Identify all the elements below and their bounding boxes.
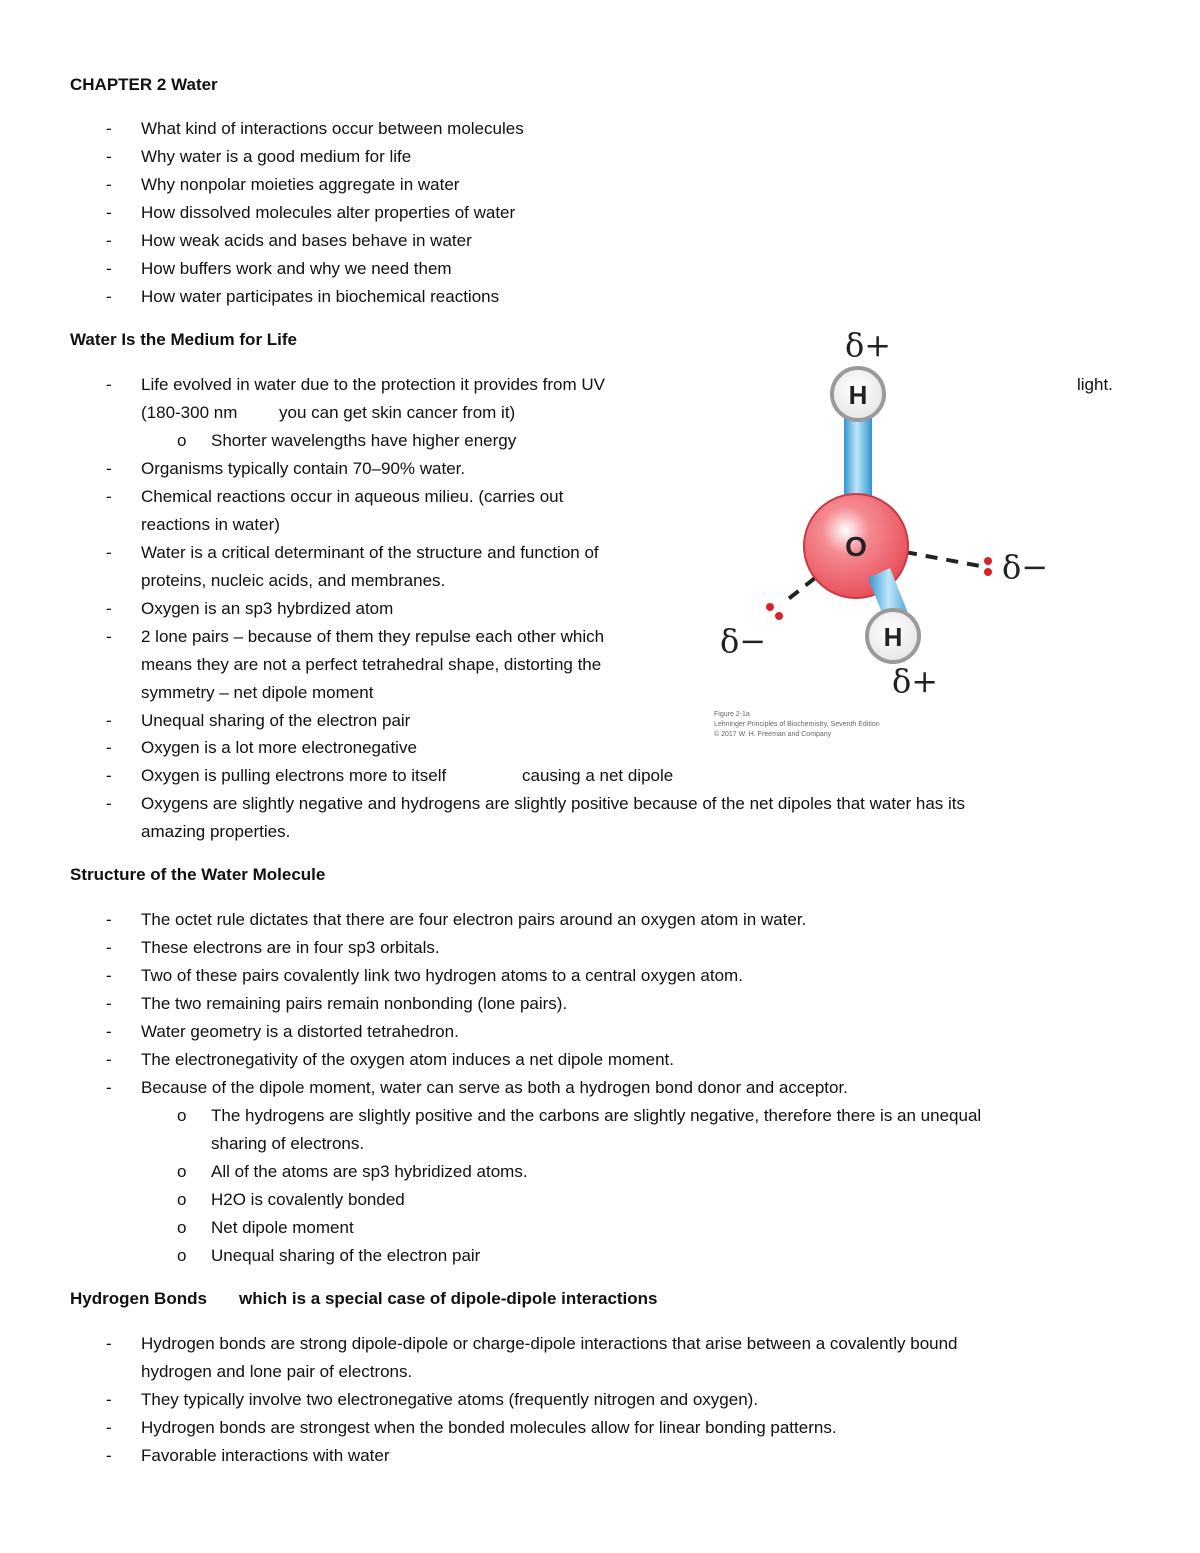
section-heading-medium-for-life: Water Is the Medium for Life [70, 330, 298, 349]
lone-pair-dot [984, 557, 992, 565]
delta-minus-left: δ− [720, 622, 767, 660]
document-page: CHAPTER 2 Water - What kind of interactions occur between molecules - Why water is a good medium for life - Why nonpolar moieties aggregate in water - How dissolved molecules alter properties of water - How weak acids and bases behave in water - How buffers work and why we need them - How water participates in biochemical reactions Water Is the Medium for Life - Life evolved in water due to the protection it provides from UV light. (180-300 nm you can get skin cancer from it) o Shorter wavelengths have higher energy - Organisms typically contain 70–90% water. - Chemical reactions occur in aqueous milieu. (carries out reactions in water) - Water is a critical determinant of the structure and function of proteins, nucleic acids, and membranes. - Oxygen is an sp3 hybrdized atom - 2 lone pairs – because of them they repulse each other which means they are not a perfect tetrahedral shape, distorting the symmetry – net dipole moment - Unequal sharing of the electron pair - Oxygen is a lot more electronegative - Oxygen is pulling electrons more to itself causing a net dipole - Oxygens are slightly negative and hydrogens are slightly positive because of the net dipoles that water has its amazing properties. O H H δ+ δ− δ− δ+ Figure 2-1a Lehninger Principles of Biochemistry, Seventh Edition © 2017 W. H. Freeman and Company Structure of the Water Molecule - The octet rule dictates that there are four electron pairs around an oxygen atom in water. - These electrons are in four sp3 orbitals. - Two of these pairs covalently link two hydrogen atoms to a central oxygen atom. - The two remaining pairs remain nonbonding (lone pairs). - Water geometry is a distorted tetrahedron. - The electronegativity of the oxygen atom induces a net dipole moment. - Because of the dipole moment, water can serve as both a hydrogen bond donor and acceptor. o The hydrogens are slightly positive and the carbons are slightly negative, therefore there is an unequal sharing of electrons. o All of the atoms are sp3 hybridized atoms. o H2O is covalently bonded o Net dipole moment o Unequal sharing of the electron pair Hydrogen Bonds which is a special case of dipole-dipole interactions - Hydrogen bonds are strong dipole-dipole or charge-dipole interactions that arise between a covalently bound hydrogen and lone pair of electrons. - They typically involve two electronegative atoms (frequently nitrogen and oxygen). - Hydrogen bonds are strongest when the bonded molecules allow for linear bonding patterns. - Favorable interactions with water [70, 75, 1113, 1465]
water-molecule-figure [700, 310, 1100, 750]
figure-caption-line: © 2017 W. H. Freeman and Company [714, 731, 832, 738]
hydrogen-label-top: H [848, 380, 868, 410]
section-heading-hydrogen-bonds: Hydrogen Bonds which is a special case of dipole-dipole interactions [70, 1289, 658, 1308]
section-heading-structure: Structure of the Water Molecule [70, 865, 326, 884]
figure-caption-line: Figure 2-1a [714, 711, 750, 718]
delta-minus-right: δ− [1002, 548, 1049, 586]
hydrogen-label-bottom: H [883, 622, 903, 652]
lone-pair-dot [775, 612, 783, 620]
lone-pair-dot [766, 603, 774, 611]
delta-plus-top: δ+ [845, 326, 892, 364]
lone-pair-dot [984, 568, 992, 576]
figure-caption-line: Lehninger Principles of Biochemistry, Seventh Edition [714, 721, 880, 728]
dipole-dash-left [782, 578, 815, 604]
oxygen-label: O [845, 531, 867, 562]
chapter-title: CHAPTER 2 Water [70, 75, 218, 94]
delta-plus-bottom: δ+ [892, 662, 939, 700]
dipole-dash-right [905, 552, 980, 566]
